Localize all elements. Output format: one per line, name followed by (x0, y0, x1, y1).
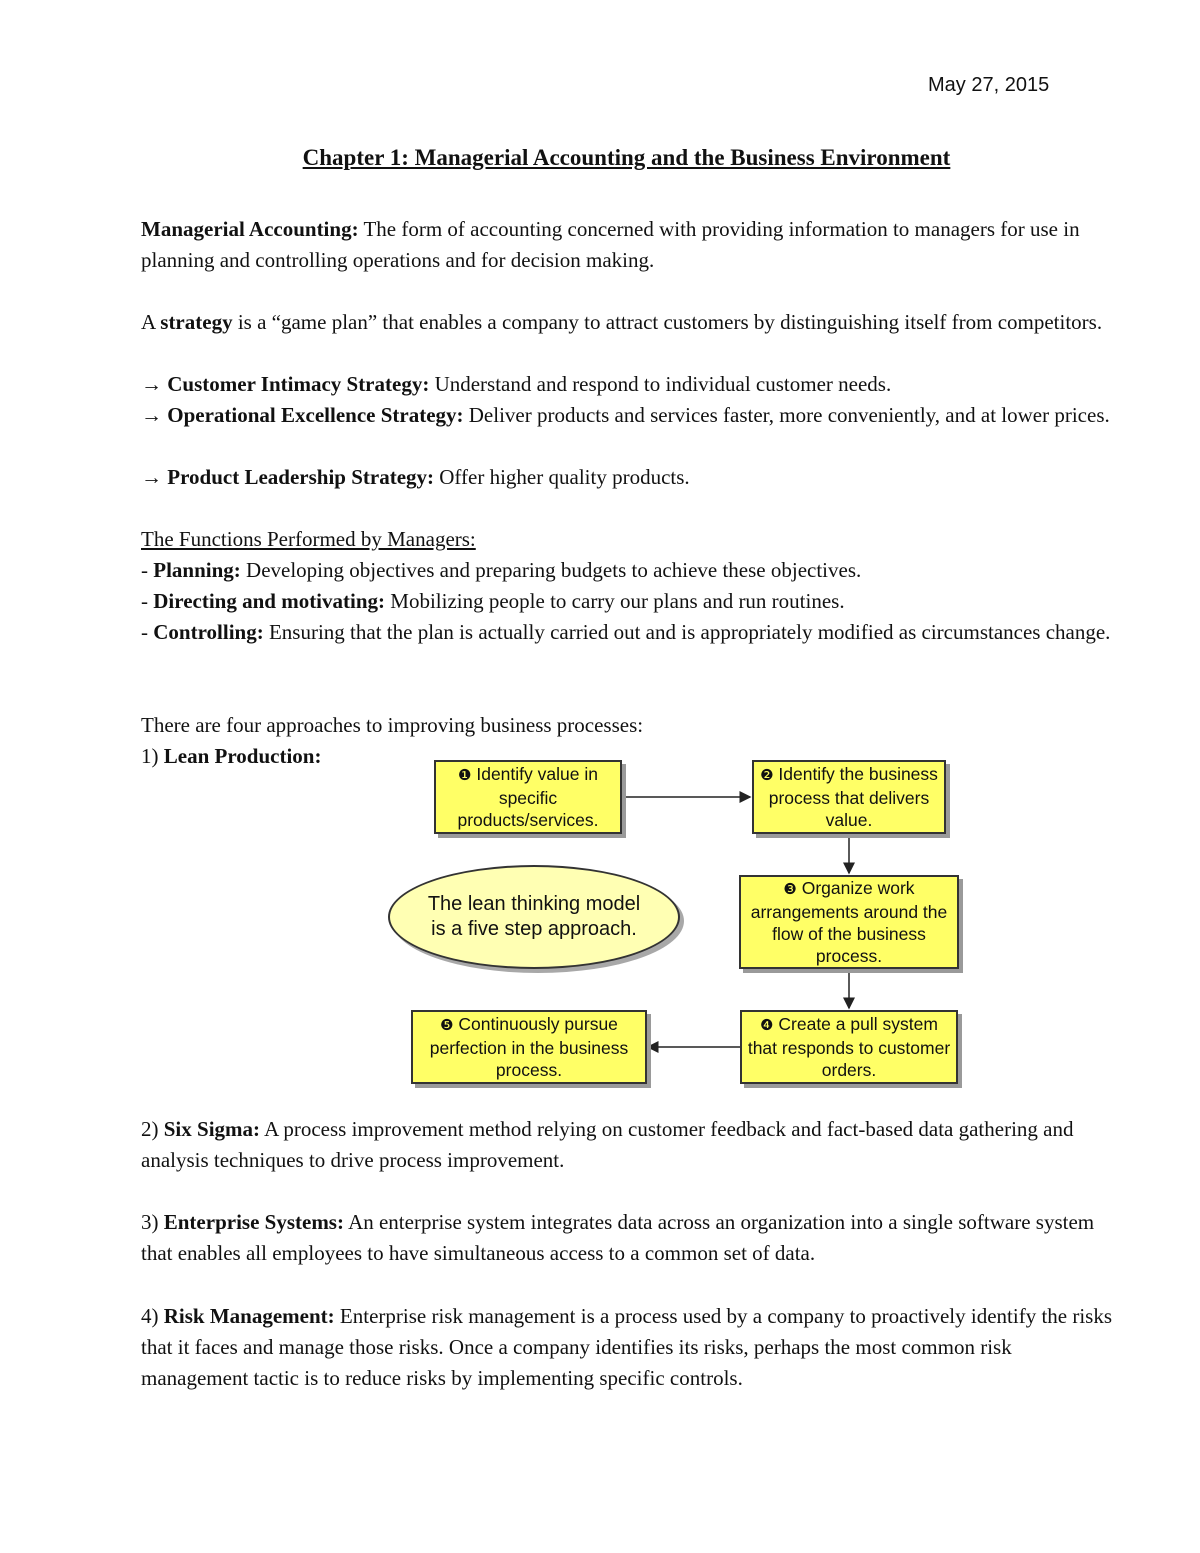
function-item-label: Directing and motivating: (153, 589, 386, 613)
function-item-label: Planning: (153, 558, 241, 582)
arrow-icon: → (141, 465, 168, 489)
approach-number: 3) (141, 1210, 164, 1234)
dash-bullet: - (141, 620, 154, 644)
page-title: Chapter 1: Managerial Accounting and the Business Environment (302, 145, 951, 170)
approach-text: Enterprise risk management is a process used by a company to proactively identify the risks that it faces and manage those risks. Once a company identifies its risks, perhaps the most common risk management tactic is to reduce risks by implementing specific controls. (141, 1304, 1113, 1390)
lean-step-2 (752, 760, 946, 834)
lean-step-text: Identify the business process that delivers value. (768, 764, 938, 830)
strategy-item-label: Customer Intimacy Strategy: (167, 372, 430, 396)
lean-thinking-diagram (380, 752, 970, 1092)
approach-text: A process improvement method relying on customer feedback and fact-based data gathering and analysis techniques to drive process improvement. (141, 1117, 1074, 1172)
lean-step-text: Create a pull system that responds to customer orders. (747, 1014, 951, 1080)
strategy-item-text: Understand and respond to individual customer needs. (429, 372, 892, 396)
definition-text: The form of accounting concerned with providing information to managers for use in planning and controlling operations and for decision making. (141, 217, 1080, 272)
step-number-icon: ❸ (783, 881, 797, 898)
lean-step-5 (411, 1010, 647, 1084)
strategy-item (141, 369, 1116, 400)
function-item-label: Controlling: (153, 620, 264, 644)
function-item (141, 586, 1116, 617)
functions-heading (141, 524, 1116, 555)
strategy-item-text: Deliver products and services faster, more conveniently, and at lower prices. (463, 403, 1110, 427)
step-number-icon: ❶ (458, 767, 472, 784)
function-item-text: Ensuring that the plan is actually carried out and is appropriately modified as circumstances change. (263, 620, 1111, 644)
arrow-icon: → (141, 403, 168, 427)
step-number-icon: ❺ (440, 1017, 454, 1034)
dash-bullet: - (141, 558, 154, 582)
definition-paragraph (141, 214, 1116, 276)
function-item (141, 617, 1116, 648)
lean-step-1 (434, 760, 622, 834)
function-item (141, 555, 1116, 586)
strategy-term: strategy (160, 310, 233, 334)
step-number-icon: ❷ (760, 767, 774, 784)
approach-label: Risk Management: (163, 1304, 335, 1328)
lean-step-text: Organize work arrangements around the flow of the business process. (750, 878, 948, 966)
strategy-intro (141, 307, 1116, 338)
functions-heading-text: The Functions Performed by Managers: (141, 527, 476, 551)
strategy-intro-b: is a “game plan” that enables a company to attract customers by distinguishing itself from competitors. (232, 310, 1103, 334)
function-item-text: Mobilizing people to carry our plans and run routines. (385, 589, 845, 613)
strategy-item (141, 400, 1116, 431)
lean-step-text: Identify value in specific products/services. (457, 764, 599, 830)
definition-term: Managerial Accounting: (141, 217, 359, 241)
strategy-intro-a: A (141, 310, 161, 334)
step-number-icon: ❹ (760, 1017, 774, 1034)
dash-bullet: - (141, 589, 154, 613)
approach-risk-management (141, 1301, 1116, 1394)
function-item-text: Developing objectives and preparing budgets to achieve these objectives. (240, 558, 862, 582)
strategy-item (141, 462, 1116, 493)
arrow-icon: → (141, 372, 168, 396)
lean-step-4 (740, 1010, 958, 1084)
approach-label: Enterprise Systems: (163, 1210, 344, 1234)
approach-lean (141, 741, 381, 772)
approach-enterprise-systems (141, 1207, 1116, 1269)
approach-six-sigma (141, 1114, 1116, 1176)
approach-label: Lean Production: (163, 744, 322, 768)
lean-model-text: The lean thinking model is a five step approach. (427, 893, 641, 940)
document-date: May 27, 2015 (928, 74, 1050, 96)
lean-step-text: Continuously pursue perfection in the business process. (429, 1014, 629, 1080)
strategy-item-label: Operational Excellence Strategy: (167, 403, 464, 427)
strategy-item-text: Offer higher quality products. (434, 465, 690, 489)
strategy-item-label: Product Leadership Strategy: (167, 465, 435, 489)
approach-number: 2) (141, 1117, 164, 1141)
approach-label: Six Sigma: (163, 1117, 261, 1141)
approach-text: An enterprise system integrates data across an organization into a single software system that enables all employees to have simultaneous access to a common set of data. (141, 1210, 1095, 1265)
lean-step-3 (739, 875, 959, 969)
lean-model-ellipse (388, 865, 680, 969)
approach-number: 1) (141, 744, 164, 768)
approaches-intro: There are four approaches to improving business processes: (141, 713, 644, 737)
approach-number: 4) (141, 1304, 164, 1328)
